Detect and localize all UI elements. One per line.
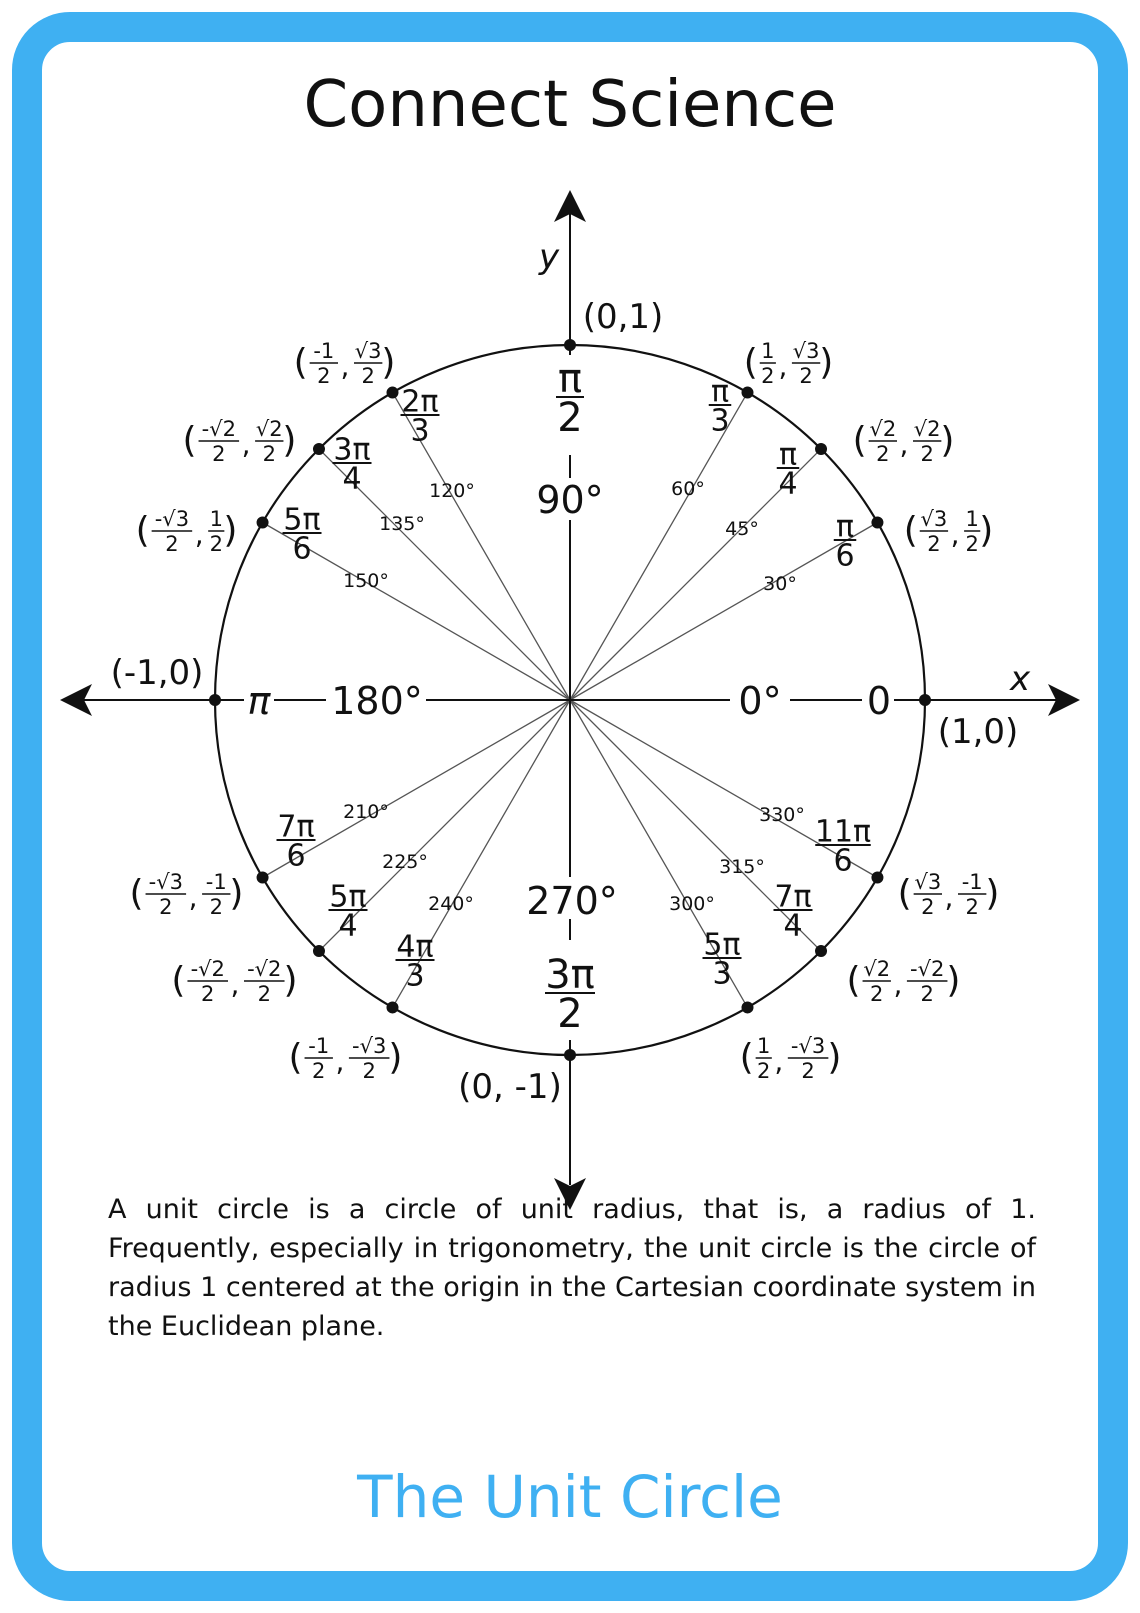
coord-numerator: -√3	[154, 507, 190, 531]
coord-label-270: (0, -1)	[458, 1067, 562, 1107]
point-dot-240	[387, 1001, 399, 1013]
degree-label-120: 120°	[429, 480, 475, 502]
coord-label-135	[183, 417, 297, 466]
coord-denominator: 2	[965, 532, 979, 556]
degree-label-150: 150°	[343, 570, 389, 592]
fraction-denominator: 6	[286, 838, 306, 874]
coord-comma: ,	[335, 1045, 345, 1078]
point-dot-330	[871, 872, 883, 884]
fraction-denominator: 6	[835, 538, 855, 574]
radian-label-30	[834, 509, 857, 573]
point-dot-135	[313, 443, 325, 455]
coord-label-300	[740, 1034, 842, 1083]
fraction-numerator: 11π	[814, 814, 872, 850]
coord-comma: ,	[899, 428, 909, 461]
footer-title: The Unit Circle	[357, 1463, 783, 1531]
fraction-numerator: π	[557, 356, 583, 403]
coord-numerator: -1	[205, 870, 227, 894]
coord-denominator: 2	[201, 982, 215, 1006]
coord-numerator: -1	[961, 870, 983, 894]
fraction-numerator: 3π	[545, 952, 595, 999]
point-dot-60	[742, 387, 754, 399]
coord-comma: ,	[241, 428, 251, 461]
coord-numerator: √3	[354, 339, 382, 363]
coord-comma: ,	[893, 968, 903, 1001]
degree-label-270: 270°	[526, 879, 618, 923]
fraction-numerator: π	[835, 509, 855, 545]
coord-label-90: (0,1)	[582, 297, 664, 337]
coord-denominator: 2	[159, 895, 173, 919]
coord-numerator: √2	[863, 957, 891, 981]
coord-comma: ,	[188, 881, 198, 914]
coord-denominator: 2	[920, 982, 934, 1006]
degree-label-90: 90°	[536, 478, 604, 522]
fraction-numerator: 4π	[396, 929, 434, 965]
radian-label-240	[396, 929, 435, 993]
coord-numerator: 1	[757, 1034, 771, 1058]
coord-numerator: -√2	[247, 957, 282, 981]
coord-label-45	[853, 417, 955, 466]
coord-numerator: 1	[965, 507, 979, 531]
coord-paren-close: )	[282, 420, 297, 461]
radian-label-210	[277, 809, 316, 873]
coord-paren-close: )	[940, 420, 955, 461]
x-axis-label: x	[1009, 659, 1031, 699]
coord-denominator: 2	[876, 442, 890, 466]
fraction-numerator: 7π	[277, 809, 315, 845]
fraction-numerator: 5π	[703, 927, 741, 963]
degree-label-240: 240°	[428, 893, 474, 915]
coord-comma: ,	[944, 881, 954, 914]
coord-numerator: -√3	[352, 1034, 387, 1058]
coord-numerator: -√3	[148, 870, 183, 894]
radian-label-300	[703, 927, 742, 991]
page-title: Connect Science	[303, 68, 837, 142]
coord-denominator: 2	[361, 364, 375, 388]
coord-label-180: (-1,0)	[110, 653, 204, 693]
fraction-denominator: 2	[557, 395, 583, 441]
coord-paren-close: )	[946, 960, 961, 1001]
coord-numerator: √3	[792, 339, 820, 363]
radian-label-60	[709, 374, 732, 438]
coord-paren-open: (	[846, 960, 861, 1001]
coord-comma: ,	[340, 350, 350, 383]
coord-denominator: 2	[209, 532, 223, 556]
coord-label-240	[289, 1034, 403, 1083]
coord-comma: ,	[778, 350, 788, 383]
coord-numerator: 1	[209, 507, 223, 531]
coord-denominator: 2	[761, 364, 775, 388]
coord-denominator: 2	[262, 442, 276, 466]
coord-paren-close: )	[979, 510, 994, 551]
point-dot-45	[815, 443, 827, 455]
coord-label-150	[136, 507, 238, 556]
point-dot-90	[564, 339, 576, 351]
fraction-numerator: 5π	[329, 879, 367, 915]
coord-denominator: 2	[757, 1059, 771, 1083]
radian-label-315	[774, 879, 813, 943]
radius-line-30	[570, 523, 877, 701]
coord-paren-open: (	[135, 510, 150, 551]
coord-numerator: -√2	[190, 957, 225, 981]
fraction-denominator: 4	[778, 466, 798, 502]
fraction-denominator: 3	[712, 956, 732, 992]
point-dot-180	[209, 694, 221, 706]
coord-numerator: √2	[255, 417, 283, 441]
coord-denominator: 2	[799, 364, 813, 388]
fraction-denominator: 3	[405, 958, 425, 994]
coord-numerator: √3	[920, 507, 948, 531]
coord-paren-open: (	[288, 1037, 303, 1078]
degree-label-315: 315°	[719, 856, 765, 878]
coord-paren-open: (	[852, 420, 867, 461]
coord-comma: ,	[230, 968, 240, 1001]
point-dot-315	[815, 945, 827, 957]
degree-label-45: 45°	[725, 518, 759, 540]
point-dot-30	[871, 517, 883, 529]
coord-denominator: 2	[870, 982, 884, 1006]
degree-label-330: 330°	[759, 804, 805, 826]
radian-label-225	[329, 879, 368, 943]
coord-paren-close: )	[985, 873, 1000, 914]
radian-label-120	[401, 384, 440, 448]
coord-denominator: 2	[921, 895, 935, 919]
coord-denominator: 2	[212, 442, 226, 466]
coord-numerator: -√3	[790, 1034, 826, 1058]
coord-paren-open: (	[293, 342, 308, 383]
coord-denominator: 2	[920, 442, 934, 466]
coord-numerator: √2	[913, 417, 941, 441]
coord-paren-close: )	[283, 960, 298, 1001]
radian-label-135	[333, 432, 372, 496]
coord-denominator: 2	[801, 1059, 815, 1083]
coord-label-120	[294, 339, 396, 388]
degree-label-210: 210°	[343, 801, 389, 823]
coord-paren-open: (	[182, 420, 197, 461]
coord-comma: ,	[950, 518, 960, 551]
fraction-denominator: 6	[292, 531, 312, 567]
coord-paren-close: )	[381, 342, 396, 383]
coord-denominator: 2	[317, 364, 331, 388]
coord-numerator: -√2	[201, 417, 236, 441]
degree-label-180: 180°	[331, 679, 423, 723]
coord-label-315	[847, 957, 961, 1006]
fraction-denominator: 6	[833, 843, 853, 879]
coord-numerator: √3	[914, 870, 942, 894]
fraction-denominator: 4	[338, 908, 358, 944]
fraction-numerator: 3π	[333, 432, 371, 468]
coord-comma: ,	[194, 518, 204, 551]
radian-label-90	[556, 356, 584, 441]
coord-paren-close: )	[819, 342, 834, 383]
fraction-numerator: 7π	[774, 879, 812, 915]
degree-label-225: 225°	[382, 851, 428, 873]
fraction-denominator: 3	[710, 403, 730, 439]
coord-denominator: 2	[965, 895, 979, 919]
fraction-numerator: π	[778, 437, 798, 473]
coord-denominator: 2	[362, 1059, 376, 1083]
coord-paren-open: (	[739, 1037, 754, 1078]
coord-paren-open: (	[129, 873, 144, 914]
radius-line-330	[570, 700, 877, 878]
fraction-denominator: 3	[410, 413, 430, 449]
coord-paren-open: (	[897, 873, 912, 914]
fraction-numerator: 2π	[401, 384, 439, 420]
coord-label-30	[904, 507, 994, 556]
coord-numerator: -√2	[910, 957, 945, 981]
coord-numerator: √2	[869, 417, 897, 441]
fraction-denominator: 4	[342, 461, 362, 497]
degree-label-300: 300°	[669, 893, 715, 915]
coord-label-225	[171, 957, 297, 1006]
radian-label-0: 0	[866, 679, 892, 723]
coord-numerator: 1	[761, 339, 775, 363]
fraction-numerator: 5π	[283, 502, 321, 538]
degree-label-135: 135°	[379, 513, 425, 535]
fraction-numerator: π	[710, 374, 730, 410]
coord-label-0: (1,0)	[937, 712, 1019, 752]
coord-paren-close: )	[229, 873, 244, 914]
point-dot-210	[257, 872, 269, 884]
point-dot-150	[257, 517, 269, 529]
coord-denominator: 2	[257, 982, 271, 1006]
point-dot-300	[742, 1001, 754, 1013]
description-text: A unit circle is a circle of unit radius, that is, a radius of 1. Frequently, especially in trigonometry, the unit circle is the circle of radius 1 centered at the origin in the Cartesian coordinate system in the Euclidean plane.	[108, 1194, 1036, 1342]
radian-label-45	[777, 437, 800, 501]
coord-paren-open: (	[171, 960, 186, 1001]
coord-paren-open: (	[903, 510, 918, 551]
coord-denominator: 2	[209, 895, 223, 919]
degree-label-0: 0°	[738, 679, 782, 723]
degree-label-60: 60°	[671, 478, 705, 500]
coord-paren-open: (	[743, 342, 758, 383]
coord-paren-close: )	[388, 1037, 403, 1078]
point-dot-270	[564, 1049, 576, 1061]
point-dot-120	[387, 387, 399, 399]
y-axis-label: y	[538, 237, 560, 277]
coord-label-330	[898, 870, 1000, 919]
coord-denominator: 2	[312, 1059, 326, 1083]
point-dot-225	[313, 945, 325, 957]
coord-paren-close: )	[223, 510, 238, 551]
point-dot-0	[919, 694, 931, 706]
coord-paren-close: )	[827, 1037, 842, 1078]
coord-denominator: 2	[165, 532, 179, 556]
radian-label-180: π	[247, 679, 271, 723]
fraction-denominator: 2	[557, 991, 583, 1037]
degree-label-30: 30°	[763, 573, 797, 595]
coord-numerator: -1	[313, 339, 335, 363]
coord-label-60	[744, 339, 834, 388]
coord-denominator: 2	[927, 532, 941, 556]
fraction-denominator: 4	[783, 908, 803, 944]
coord-comma: ,	[774, 1045, 784, 1078]
coord-numerator: -1	[308, 1034, 330, 1058]
radian-label-150	[283, 502, 322, 566]
coord-label-210	[130, 870, 244, 919]
